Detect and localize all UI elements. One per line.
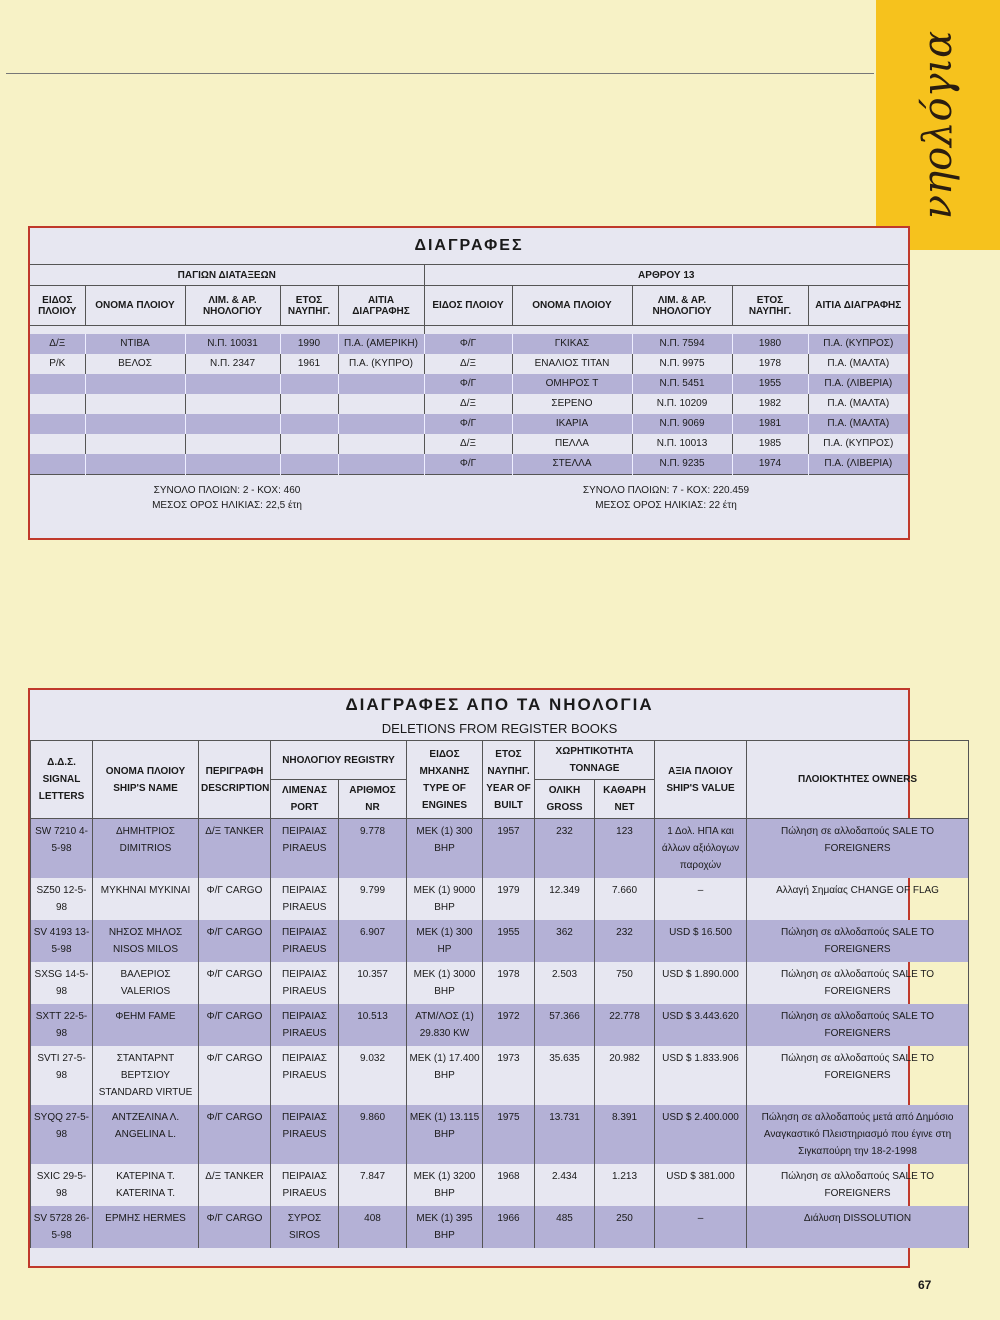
- cell: 1990: [280, 334, 338, 354]
- cell: 1985: [732, 434, 808, 454]
- cell-desc: Φ/Γ CARGO: [199, 962, 271, 1004]
- cell: 1961: [280, 354, 338, 374]
- table-row: [31, 1105, 969, 1164]
- cell: Ν.Π. 9235: [632, 454, 732, 475]
- cell: [85, 374, 185, 394]
- cell-value: –: [655, 878, 747, 920]
- cell: [185, 414, 280, 434]
- table1-column-headers: [30, 286, 908, 326]
- cell: Ν.Π. 10013: [632, 434, 732, 454]
- cell-gross: 13.731: [535, 1105, 595, 1164]
- cell-desc: Δ/Ξ TANKER: [199, 819, 271, 879]
- cell-name: ΜΥΚΗΝΑΙ MYKINAI: [93, 878, 199, 920]
- cell-net: 8.391: [595, 1105, 655, 1164]
- cell-sig: SV 5728 26-5-98: [31, 1206, 93, 1248]
- col-header: ΟΛΙΚΗ GROSS: [535, 780, 595, 819]
- col-header: ΕΤΟΣ ΝΑΥΠΗΓ.: [280, 286, 338, 326]
- cell-name: ΔΗΜΗΤΡΙΟΣ DIMITRIOS: [93, 819, 199, 879]
- cell-desc: Φ/Γ CARGO: [199, 920, 271, 962]
- cell-owners: Διάλυση DISSOLUTION: [747, 1206, 969, 1248]
- cell: [338, 414, 424, 434]
- cell-gross: 232: [535, 819, 595, 879]
- cell-name: ΑΝΤΖΕΛΙΝΑ Λ. ANGELINA L.: [93, 1105, 199, 1164]
- cell: Δ/Ξ: [424, 434, 512, 454]
- table2-subtitle: DELETIONS FROM REGISTER BOOKS: [381, 721, 618, 736]
- cell: Ν.Π. 7594: [632, 334, 732, 354]
- cell: Δ/Ξ: [424, 354, 512, 374]
- deletions-panel: [28, 226, 910, 540]
- cell-eng: ΜΕΚ (1) 300 HP: [407, 920, 483, 962]
- right-average-age: ΜΕΣΟΣ ΟΡΟΣ ΗΛΙΚΙΑΣ: 22 έτη: [595, 500, 737, 511]
- right-total: ΣΥΝΟΛΟ ΠΛΟΙΩΝ: 7 - ΚΟΧ: 220.459: [424, 474, 908, 498]
- cell-year: 1966: [483, 1206, 535, 1248]
- cell: [338, 454, 424, 475]
- cell: ΣΤΕΛΛΑ: [512, 454, 632, 475]
- register-deletions-panel: [28, 688, 954, 1268]
- cell-sig: SZ50 12-5-98: [31, 878, 93, 920]
- col-header: ΚΑΘΑΡΗ NET: [595, 780, 655, 819]
- deletions-table: [30, 228, 908, 520]
- col-header: ΕΙΔΟΣ ΜΗΧΑΝΗΣ TYPE OF ENGINES: [407, 741, 483, 819]
- cell: Π.Α. (ΚΥΠΡΟ): [338, 354, 424, 374]
- cell: [30, 454, 85, 475]
- table-row: [31, 920, 969, 962]
- cell-gross: 2.434: [535, 1164, 595, 1206]
- cell: Π.Α. (ΚΥΠΡΟΣ): [808, 334, 908, 354]
- cell-sig: SXTT 22-5-98: [31, 1004, 93, 1046]
- table-row: [31, 962, 969, 1004]
- cell-owners: Πώληση σε αλλοδαπούς SALE TO FOREIGNERS: [747, 962, 969, 1004]
- col-header: ΧΩΡΗΤΙΚΟΤΗΤΑ TONNAGE: [535, 741, 655, 780]
- cell-owners: Αλλαγή Σημαίας CHANGE OF FLAG: [747, 878, 969, 920]
- col-header: ΑΙΤΙΑ ΔΙΑΓΡΑΦΗΣ: [338, 286, 424, 326]
- cell: [30, 414, 85, 434]
- cell: Δ/Ξ: [424, 394, 512, 414]
- cell-eng: ΜΕΚ (1) 13.115 BHP: [407, 1105, 483, 1164]
- cell-value: USD $ 3.443.620: [655, 1004, 747, 1046]
- cell-sig: SV 4193 13-5-98: [31, 920, 93, 962]
- cell: Π.Α. (ΑΜΕΡΙΚΗ): [338, 334, 424, 354]
- table-row: [30, 374, 908, 394]
- table-row: [31, 819, 969, 879]
- table-row: [31, 1004, 969, 1046]
- cell: Δ/Ξ: [30, 334, 85, 354]
- cell: Π.Α. (ΛΙΒΕΡΙΑ): [808, 374, 908, 394]
- cell: 1982: [732, 394, 808, 414]
- cell-nr: 9.778: [339, 819, 407, 879]
- page-number: 67: [918, 1278, 932, 1292]
- cell-name: ΝΗΣΟΣ ΜΗΛΟΣ NISOS MILOS: [93, 920, 199, 962]
- cell: [280, 454, 338, 475]
- cell: Ν.Π. 10031: [185, 334, 280, 354]
- table-row: [31, 1164, 969, 1206]
- cell: [30, 374, 85, 394]
- register-deletions-table: [30, 690, 969, 1248]
- right-group-header: ΑΡΘΡΟΥ 13: [424, 265, 908, 286]
- cell: [338, 394, 424, 414]
- table-row: [31, 1206, 969, 1248]
- table-row: [31, 878, 969, 920]
- cell: Ν.Π. 5451: [632, 374, 732, 394]
- cell-name: ΣΤΑΝΤΑΡΝΤ ΒΕΡΤΣΙΟΥ STANDARD VIRTUE: [93, 1046, 199, 1105]
- cell-nr: 9.032: [339, 1046, 407, 1105]
- cell-value: USD $ 1.890.000: [655, 962, 747, 1004]
- cell-sig: SXIC 29-5-98: [31, 1164, 93, 1206]
- cell: [185, 434, 280, 454]
- top-rule: [6, 73, 874, 74]
- cell: [85, 434, 185, 454]
- cell-net: 750: [595, 962, 655, 1004]
- cell: [85, 394, 185, 414]
- cell-gross: 57.366: [535, 1004, 595, 1046]
- table-row: [30, 334, 908, 354]
- cell: ΠΕΛΛΑ: [512, 434, 632, 454]
- cell-nr: 10.513: [339, 1004, 407, 1046]
- cell-owners: Πώληση σε αλλοδαπούς SALE TO FOREIGNERS: [747, 1164, 969, 1206]
- cell-owners: Πώληση σε αλλοδαπούς SALE TO FOREIGNERS: [747, 920, 969, 962]
- cell-net: 232: [595, 920, 655, 962]
- cell: 1955: [732, 374, 808, 394]
- cell-nr: 408: [339, 1206, 407, 1248]
- col-header: ΠΕΡΙΓΡΑΦΗ DESCRIPTION: [199, 741, 271, 819]
- cell: Ν.Π. 2347: [185, 354, 280, 374]
- cell-port: ΠΕΙΡΑΙΑΣ PIRAEUS: [271, 920, 339, 962]
- cell: ΓΚΙΚΑΣ: [512, 334, 632, 354]
- cell: [85, 414, 185, 434]
- cell-owners: Πώληση σε αλλοδαπούς SALE TO FOREIGNERS: [747, 819, 969, 879]
- cell-name: ΦΕΗΜ FAME: [93, 1004, 199, 1046]
- cell-net: 7.660: [595, 878, 655, 920]
- cell-year: 1979: [483, 878, 535, 920]
- cell-value: USD $ 381.000: [655, 1164, 747, 1206]
- col-header: ΛΙΜΕΝΑΣ PORT: [271, 780, 339, 819]
- cell: ΝΤΙΒΑ: [85, 334, 185, 354]
- cell: [30, 434, 85, 454]
- cell-gross: 2.503: [535, 962, 595, 1004]
- table-row: [30, 354, 908, 374]
- table-row: [30, 434, 908, 454]
- cell-gross: 35.635: [535, 1046, 595, 1105]
- cell: Ρ/Κ: [49, 357, 66, 369]
- cell-net: 250: [595, 1206, 655, 1248]
- cell-eng: ΜΕΚ (1) 17.400 BHP: [407, 1046, 483, 1105]
- cell: ΣΕΡΕΝΟ: [512, 394, 632, 414]
- left-average-age: ΜΕΣΟΣ ΟΡΟΣ ΗΛΙΚΙΑΣ: 22,5 έτη: [152, 500, 302, 511]
- left-total: ΣΥΝΟΛΟ ΠΛΟΙΩΝ: 2 - ΚΟΧ: 460: [30, 474, 424, 498]
- cell: [185, 374, 280, 394]
- table1-title: ΔΙΑΓΡΑΦΕΣ: [414, 237, 524, 254]
- cell-year: 1972: [483, 1004, 535, 1046]
- cell: [280, 374, 338, 394]
- cell-owners: Πώληση σε αλλοδαπούς SALE TO FOREIGNERS: [747, 1046, 969, 1105]
- cell: [280, 414, 338, 434]
- cell-port: ΠΕΙΡΑΙΑΣ PIRAEUS: [271, 878, 339, 920]
- cell-port: ΠΕΙΡΑΙΑΣ PIRAEUS: [271, 819, 339, 879]
- cell-year: 1955: [483, 920, 535, 962]
- cell-year: 1957: [483, 819, 535, 879]
- col-header: ΝΗΟΛΟΓΙΟΥ REGISTRY: [271, 741, 407, 780]
- cell-desc: Φ/Γ CARGO: [199, 878, 271, 920]
- cell-value: 1 Δολ. ΗΠΑ και άλλων αξιόλογων παροχών: [655, 819, 747, 879]
- col-header: ΑΙΤΙΑ ΔΙΑΓΡΑΦΗΣ: [808, 286, 908, 326]
- cell-year: 1973: [483, 1046, 535, 1105]
- cell: ΒΕΛΟΣ: [85, 354, 185, 374]
- col-header: ΕΤΟΣ ΝΑΥΠΗΓ. YEAR OF BUILT: [483, 741, 535, 819]
- cell-value: USD $ 2.400.000: [655, 1105, 747, 1164]
- cell-sig: SW 7210 4-5-98: [31, 819, 93, 879]
- cell-net: 20.982: [595, 1046, 655, 1105]
- cell: Ν.Π. 10209: [632, 394, 732, 414]
- cell-name: ΕΡΜΗΣ HERMES: [93, 1206, 199, 1248]
- table-row: [30, 454, 908, 475]
- cell-sig: SYQQ 27-5-98: [31, 1105, 93, 1164]
- cell: Φ/Γ: [424, 414, 512, 434]
- cell: [30, 394, 85, 414]
- table2-header-row: [31, 741, 969, 780]
- cell-owners: Πώληση σε αλλοδαπούς SALE TO FOREIGNERS: [747, 1004, 969, 1046]
- cell: Π.Α. (ΛΙΒΕΡΙΑ): [808, 454, 908, 475]
- cell-net: 1.213: [595, 1164, 655, 1206]
- col-header: Δ.Δ.Σ. SIGNAL LETTERS: [31, 741, 93, 819]
- cell: Φ/Γ: [424, 374, 512, 394]
- cell: [338, 374, 424, 394]
- cell: Φ/Γ: [424, 454, 512, 475]
- col-header: ΟΝΟΜΑ ΠΛΟΙΟΥ SHIP'S NAME: [93, 741, 199, 819]
- cell-desc: Φ/Γ CARGO: [199, 1004, 271, 1046]
- section-tab-label: νηολόγια: [915, 30, 961, 220]
- cell-desc: Δ/Ξ TANKER: [199, 1164, 271, 1206]
- col-header: ΑΡΙΘΜΟΣ NR: [339, 780, 407, 819]
- cell: 1974: [732, 454, 808, 475]
- cell: 1981: [732, 414, 808, 434]
- cell-port: ΠΕΙΡΑΙΑΣ PIRAEUS: [271, 1046, 339, 1105]
- cell-name: ΚΑΤΕΡΙΝΑ Τ. KATERINA T.: [93, 1164, 199, 1206]
- left-group-header: ΠΑΓΙΩΝ ΔΙΑΤΑΞΕΩΝ: [30, 265, 424, 286]
- cell-sig: SXSG 14-5-98: [31, 962, 93, 1004]
- cell: ΙΚΑΡΙΑ: [512, 414, 632, 434]
- cell-value: USD $ 1.833.906: [655, 1046, 747, 1105]
- table2-title: ΔΙΑΓΡΑΦΕΣ ΑΠΟ ΤΑ ΝΗΟΛΟΓΙΑ: [345, 695, 654, 714]
- cell: Φ/Γ: [424, 334, 512, 354]
- cell-owners: Πώληση σε αλλοδαπούς μετά από Δημόσιο Αναγκαστικό Πλειστηριασμό που έγινε στη Σιγκαπούρη την 18-2-1998: [747, 1105, 969, 1164]
- section-tab: [876, 0, 1000, 250]
- cell-port: ΠΕΙΡΑΙΑΣ PIRAEUS: [271, 1004, 339, 1046]
- table-row: [31, 1046, 969, 1105]
- cell-net: 22.778: [595, 1004, 655, 1046]
- col-header: ΛΙΜ. & ΑΡ. ΝΗΟΛΟΓΙΟΥ: [632, 286, 732, 326]
- cell-nr: 9.799: [339, 878, 407, 920]
- cell-desc: Φ/Γ CARGO: [199, 1046, 271, 1105]
- cell-port: ΠΕΙΡΑΙΑΣ PIRAEUS: [271, 1105, 339, 1164]
- cell: Ν.Π. 9975: [632, 354, 732, 374]
- cell-eng: ΜΕΚ (1) 3200 BHP: [407, 1164, 483, 1206]
- cell: Π.Α. (ΜΑΛΤΑ): [808, 394, 908, 414]
- cell: [185, 454, 280, 475]
- cell-eng: ΜΕΚ (1) 300 BHP: [407, 819, 483, 879]
- cell: 1980: [732, 334, 808, 354]
- cell-eng: ΜΕΚ (1) 9000 BHP: [407, 878, 483, 920]
- cell-name: ΒΑΛΕΡΙΟΣ VALERIOS: [93, 962, 199, 1004]
- col-header: ΛΙΜ. & ΑΡ. ΝΗΟΛΟΓΙΟΥ: [185, 286, 280, 326]
- cell: 1978: [732, 354, 808, 374]
- cell-year: 1978: [483, 962, 535, 1004]
- col-header: ΕΤΟΣ ΝΑΥΠΗΓ.: [732, 286, 808, 326]
- cell-year: 1968: [483, 1164, 535, 1206]
- col-header: ΑΞΙΑ ΠΛΟΙΟΥ SHIP'S VALUE: [655, 741, 747, 819]
- cell-gross: 362: [535, 920, 595, 962]
- cell-gross: 12.349: [535, 878, 595, 920]
- cell: ΕΝΑΛΙΟΣ ΤΙΤΑΝ: [512, 354, 632, 374]
- cell-sig: SVTI 27-5-98: [31, 1046, 93, 1105]
- cell-value: USD $ 16.500: [655, 920, 747, 962]
- cell: [85, 454, 185, 475]
- cell-eng: ΜΕΚ (1) 3000 BHP: [407, 962, 483, 1004]
- cell: Π.Α. (ΜΑΛΤΑ): [808, 414, 908, 434]
- cell-nr: 7.847: [339, 1164, 407, 1206]
- cell-nr: 6.907: [339, 920, 407, 962]
- col-header: ΕΙΔΟΣ ΠΛΟΙΟΥ: [424, 286, 512, 326]
- cell-net: 123: [595, 819, 655, 879]
- cell-eng: ΜΕΚ (1) 395 BHP: [407, 1206, 483, 1248]
- cell-desc: Φ/Γ CARGO: [199, 1105, 271, 1164]
- cell: [338, 434, 424, 454]
- col-header: ΟΝΟΜΑ ΠΛΟΙΟΥ: [512, 286, 632, 326]
- cell-desc: Φ/Γ CARGO: [199, 1206, 271, 1248]
- cell: Π.Α. (ΚΥΠΡΟΣ): [808, 434, 908, 454]
- cell-value: –: [655, 1206, 747, 1248]
- col-header: ΕΙΔΟΣ ΠΛΟΙΟΥ: [30, 286, 85, 326]
- cell-port: ΠΕΙΡΑΙΑΣ PIRAEUS: [271, 962, 339, 1004]
- table-row: [30, 414, 908, 434]
- cell-eng: ΑΤΜ/ΛΟΣ (1) 29.830 KW: [407, 1004, 483, 1046]
- table-row: [30, 394, 908, 414]
- cell-port: ΣΥΡΟΣ SIROS: [271, 1206, 339, 1248]
- cell-gross: 485: [535, 1206, 595, 1248]
- col-header: ΟΝΟΜΑ ΠΛΟΙΟΥ: [85, 286, 185, 326]
- cell: Ν.Π. 9069: [632, 414, 732, 434]
- cell: [280, 394, 338, 414]
- cell: [185, 394, 280, 414]
- cell-year: 1975: [483, 1105, 535, 1164]
- cell-port: ΠΕΙΡΑΙΑΣ PIRAEUS: [271, 1164, 339, 1206]
- cell-nr: 9.860: [339, 1105, 407, 1164]
- cell-nr: 10.357: [339, 962, 407, 1004]
- cell: Π.Α. (ΜΑΛΤΑ): [808, 354, 908, 374]
- col-header: ΠΛΟΙΟΚΤΗΤΕΣ OWNERS: [747, 741, 969, 819]
- cell: [280, 434, 338, 454]
- cell: ΟΜΗΡΟΣ Τ: [512, 374, 632, 394]
